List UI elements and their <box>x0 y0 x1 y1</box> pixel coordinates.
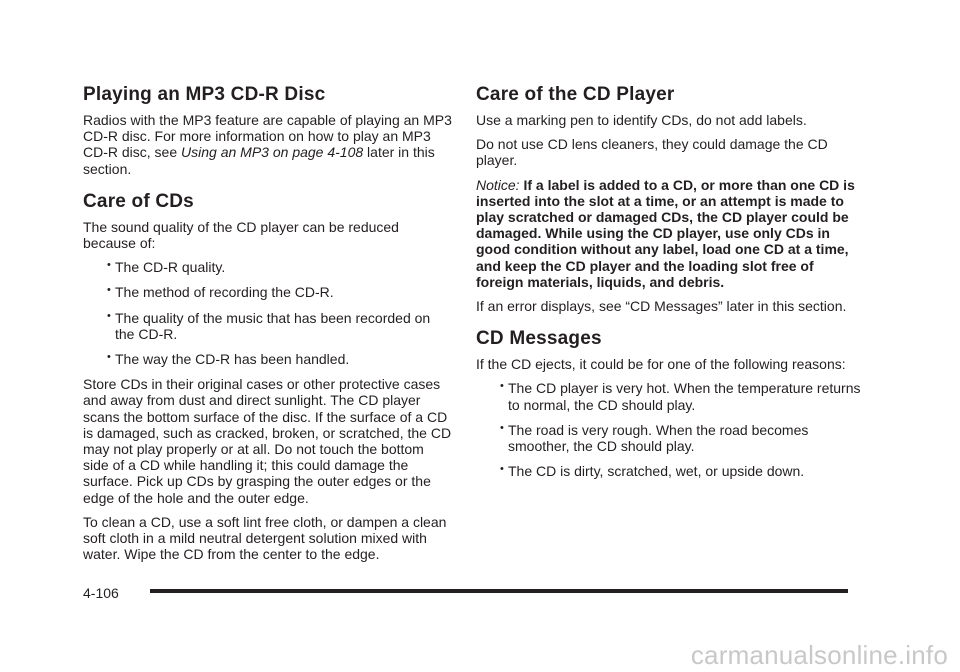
section-title-care-of-cds: Care of CDs <box>83 190 194 212</box>
list-item <box>476 422 861 454</box>
page-number: 4-106 <box>83 585 119 601</box>
notice-text: If a label is added to a CD, or more than one CD is inserted into the slot at a time, or an attempt is made to play scratched or damaged CDs, the CD player could be damaged. While using the CD player, use only CDs in good condition without any label, load one CD at a time, and keep the CD player and the loading slot free of foreign materials, liquids, and debris. <box>476 176 855 290</box>
bullet-icon: • <box>107 284 111 297</box>
list-item-text: The CD is dirty, scratched, wet, or upside down. <box>508 463 805 480</box>
bullet-icon: • <box>500 421 504 434</box>
list-item-text: The CD player is very hot. When the temperature returns to normal, the CD should play. <box>508 380 861 413</box>
notice-label: Notice: <box>476 176 520 193</box>
bullet-icon: • <box>107 259 111 272</box>
mp3-paragraph <box>83 112 453 177</box>
list-item <box>83 259 453 275</box>
mp3-text-a: Radios with the MP3 feature are capable of playing an MP3 CD-R disc. For more information on how to play an MP3 CD-R disc, see <box>83 112 452 161</box>
watermark: carmanualsonline.info <box>690 640 948 670</box>
section-title-care-of-player: Care of the CD Player <box>476 84 675 105</box>
bullet-icon: • <box>107 309 111 322</box>
list-item <box>83 351 453 367</box>
right-column <box>476 84 861 488</box>
bullet-icon: • <box>500 380 504 393</box>
list-item <box>83 310 453 342</box>
eject-reasons-list <box>476 380 861 479</box>
storage-paragraph: Store CDs in their original cases or other protective cases and away from dust and direct sunlight. The CD player scans the bottom surface of the disc. If the surface of a CD is damaged, such as cracked, broken, or scratched, the CD may not play properly or at all. Do not touch the bottom side of a CD while handling it; this could damage the surface. Pick up CDs by grasping the outer edges or the edge of the hole and the outer edge. <box>83 376 452 506</box>
error-paragraph: If an error displays, see “CD Messages” later in this section. <box>476 298 847 315</box>
list-item-text: The CD-R quality. <box>115 259 226 276</box>
care-of-cds-intro: The sound quality of the CD player can be reduced because of: <box>83 218 399 252</box>
sound-quality-list <box>83 259 453 367</box>
section-title-playing-mp3: Playing an MP3 CD-R Disc <box>83 84 326 105</box>
footer-rule <box>150 589 848 593</box>
lens-cleaner-paragraph: Do not use CD lens cleaners, they could damage the CD player. <box>476 136 828 169</box>
section-title-cd-messages: CD Messages <box>476 328 602 350</box>
bullet-icon: • <box>107 351 111 364</box>
mp3-text-b: later in this section. <box>83 144 435 177</box>
labels-paragraph: Use a marking pen to identify CDs, do not add labels. <box>476 112 807 128</box>
list-item-text: The road is very rough. When the road becomes smoother, the CD should play. <box>508 421 809 455</box>
bullet-icon: • <box>500 463 504 476</box>
left-column <box>83 84 453 570</box>
list-item <box>476 463 861 479</box>
list-item-text: The way the CD-R has been handled. <box>115 351 350 368</box>
cleaning-paragraph: To clean a CD, use a soft lint free cloth, or dampen a clean soft cloth in a mild neutral detergent solution mixed with water. Wipe the CD from the center to the edge. <box>83 513 447 563</box>
list-item-text: The quality of the music that has been recorded on the CD-R. <box>115 309 431 342</box>
list-item-text: The method of recording the CD-R. <box>115 284 334 301</box>
list-item <box>476 380 861 412</box>
list-item <box>83 284 453 300</box>
notice-paragraph <box>476 177 861 290</box>
cd-messages-intro: If the CD ejects, it could be for one of the following reasons: <box>476 356 846 373</box>
mp3-cross-reference: Using an MP3 on page 4-108 <box>181 144 364 161</box>
